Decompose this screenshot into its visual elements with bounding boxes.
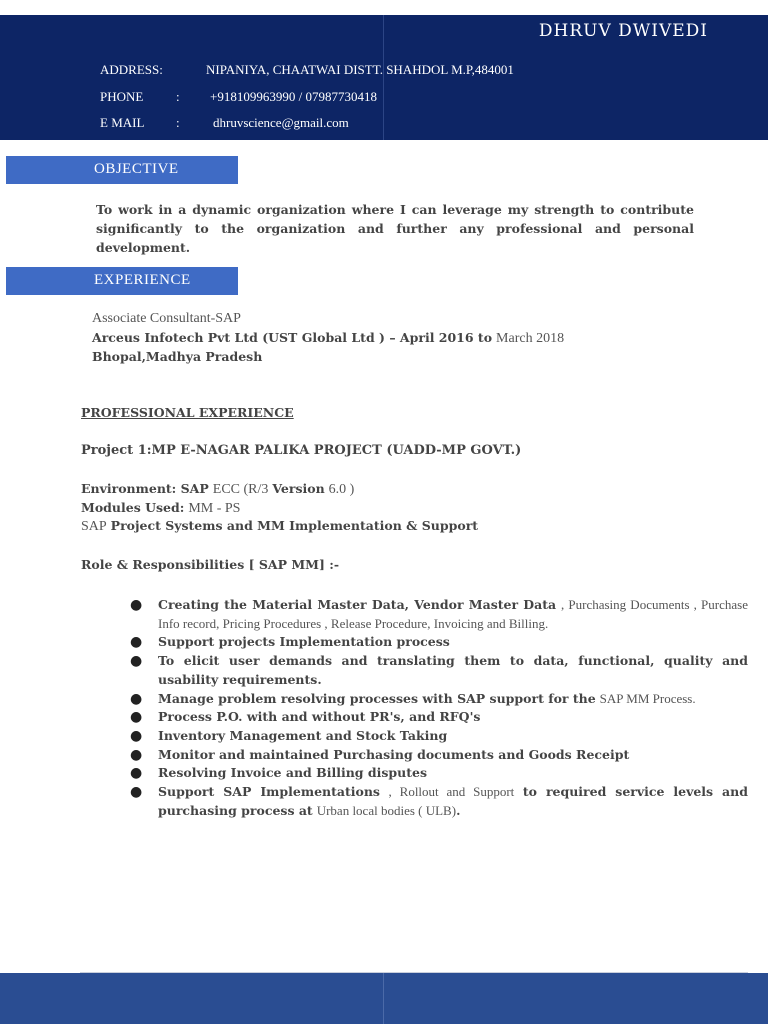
phone-label: PHONE	[100, 89, 144, 104]
modules-value: MM - PS	[188, 501, 241, 516]
list-item: ● Creating the Material Master Data, Vendor Master Data , Purchasing Documents , Purchase Info record, Pricing Procedures , Release Procedure, Invoicing and Billing.	[130, 597, 748, 631]
job-end-date: March 2018	[496, 331, 565, 346]
email-label: E MAIL	[100, 115, 145, 130]
bullet-icon: ●	[130, 784, 143, 801]
environment-label: Environment: SAP	[81, 481, 209, 496]
objective-heading-bar	[6, 156, 238, 184]
environment-version: 6.0 )	[328, 482, 355, 497]
role-responsibilities-heading: Role & Responsibilities [ SAP MM] :-	[81, 557, 340, 572]
experience-heading-bar	[6, 267, 238, 295]
environment-version-label: Version	[272, 481, 325, 496]
sap-prefix: SAP	[81, 519, 107, 534]
address-value: NIPANIYA, CHAATWAI DISTT. SHAHDOL M.P,484001	[206, 62, 514, 77]
email-separator: :	[176, 115, 180, 130]
sap-scope-line	[81, 518, 478, 535]
experience-heading: EXPERIENCE	[94, 272, 191, 288]
modules-line	[81, 500, 240, 517]
list-item: ● Resolving Invoice and Billing disputes	[130, 765, 427, 782]
bullet-icon: ●	[130, 690, 143, 707]
environment-line	[81, 481, 354, 498]
environment-ecc: ECC (R/3	[212, 482, 269, 497]
resume-header	[0, 15, 768, 140]
list-item: ● Process P.O. with and without PR's, and RFQ's	[130, 709, 481, 726]
modules-label: Modules Used:	[81, 500, 185, 515]
objective-text: To work in a dynamic organization where I can leverage my strength to contribute significantly to the organization and further any professional and personal development.	[96, 202, 694, 255]
bullet-icon: ●	[130, 709, 143, 726]
responsibilities-list	[130, 596, 748, 820]
footer-divider	[383, 973, 384, 1024]
phone-value: +918109963990 / 07987730418	[210, 89, 377, 104]
sap-scope: Project Systems and MM Implementation & Support	[110, 518, 479, 533]
bullet-icon: ●	[130, 634, 143, 651]
bullet-icon: ●	[130, 653, 143, 670]
list-item: ● Support projects Implementation process	[130, 634, 450, 651]
list-item: ● Inventory Management and Stock Taking	[130, 727, 448, 744]
bullet-icon: ●	[130, 746, 143, 763]
list-item: ● To elicit user demands and translating them to data, functional, quality and usability requirements.	[130, 653, 748, 687]
objective-heading: OBJECTIVE	[94, 161, 179, 177]
list-item: ● Monitor and maintained Purchasing documents and Goods Receipt	[130, 746, 630, 763]
job-location: Bhopal,Madhya Pradesh	[92, 349, 263, 364]
list-item: ● Manage problem resolving processes with SAP support for the SAP MM Process.	[130, 690, 696, 707]
job-company-line	[92, 330, 564, 347]
address-label: ADDRESS:	[100, 62, 163, 77]
phone-separator: :	[176, 89, 180, 104]
list-item: ● Support SAP Implementations , Rollout and Support to required service levels and purchasing process at Urban local bodies ( ULB).	[130, 784, 748, 818]
project-title: Project 1:MP E-NAGAR PALIKA PROJECT (UADD-MP GOVT.)	[81, 443, 522, 458]
professional-experience-heading: PROFESSIONAL EXPERIENCE	[81, 405, 294, 420]
email-value[interactable]: dhruvscience@gmail.com	[213, 115, 349, 130]
job-role: Associate Consultant-SAP	[92, 311, 241, 326]
bullet-icon: ●	[130, 597, 143, 613]
bullet-icon: ●	[130, 727, 143, 744]
job-company: Arceus Infotech Pvt Ltd (UST Global Ltd ) – April 2016 to	[92, 330, 493, 345]
resume-footer	[0, 973, 768, 1024]
bullet-icon: ●	[130, 765, 143, 782]
candidate-name: DHRUV DWIVEDI	[538, 21, 708, 41]
